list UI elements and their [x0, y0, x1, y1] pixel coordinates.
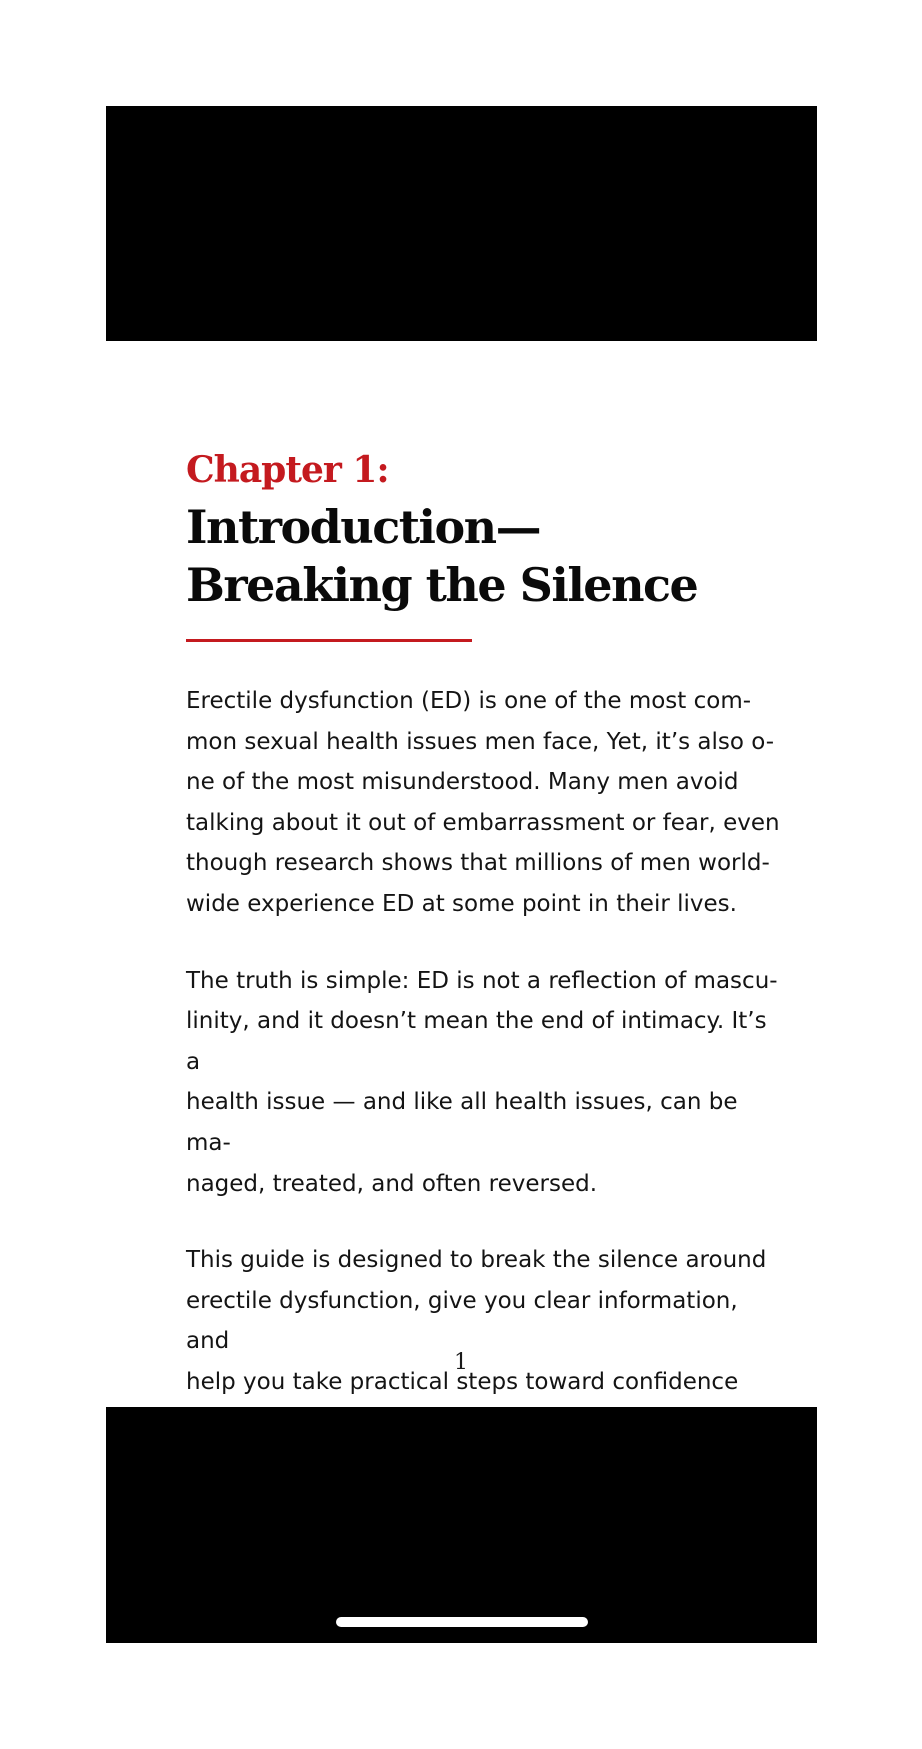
home-indicator[interactable]: [336, 1617, 588, 1627]
paragraph-line: naged, treated, and often reversed.: [186, 1170, 598, 1197]
paragraph-line: talking about it out of embarrassment or fear, even: [186, 809, 780, 836]
bottom-black-panel: [106, 1407, 817, 1643]
paragraph-line: ne of the most misunderstood. Many men avoid: [186, 769, 739, 796]
paragraph-line: The truth is simple: ED is not a reflection of mascu-: [186, 967, 778, 994]
paragraph-line: erectile dysfunction, give you clear information, and: [186, 1287, 738, 1355]
top-black-panel: [106, 106, 817, 341]
chapter-title-line-2: Breaking the Silence: [186, 558, 698, 612]
paragraph-2: [186, 961, 786, 1205]
chapter-title-line-1: Introduction—: [186, 500, 541, 554]
paragraph-line: Erectile dysfunction (ED) is one of the most com-: [186, 688, 752, 714]
chapter-title: [186, 498, 786, 614]
page-number: 1: [454, 1350, 468, 1375]
title-divider: [186, 639, 472, 642]
paragraph-line: mon sexual health issues men face, Yet, it’s also o-: [186, 728, 775, 755]
chapter-label: Chapter 1:: [186, 449, 389, 491]
paragraph-1: [186, 681, 786, 925]
chapter-content: [186, 448, 786, 1443]
paragraph-line: linity, and it doesn’t mean the end of intimacy. It’s a: [186, 1008, 767, 1075]
paragraph-line: This guide is designed to break the silence around: [186, 1247, 767, 1274]
paragraph-line: help you take practical steps toward confidence: [186, 1368, 739, 1395]
paragraph-line: wide experience ED at some point in their lives.: [186, 890, 737, 917]
paragraph-line: health issue — and like all health issues, can be ma-: [186, 1089, 738, 1156]
paragraph-line: though research shows that millions of men world-: [186, 850, 770, 877]
